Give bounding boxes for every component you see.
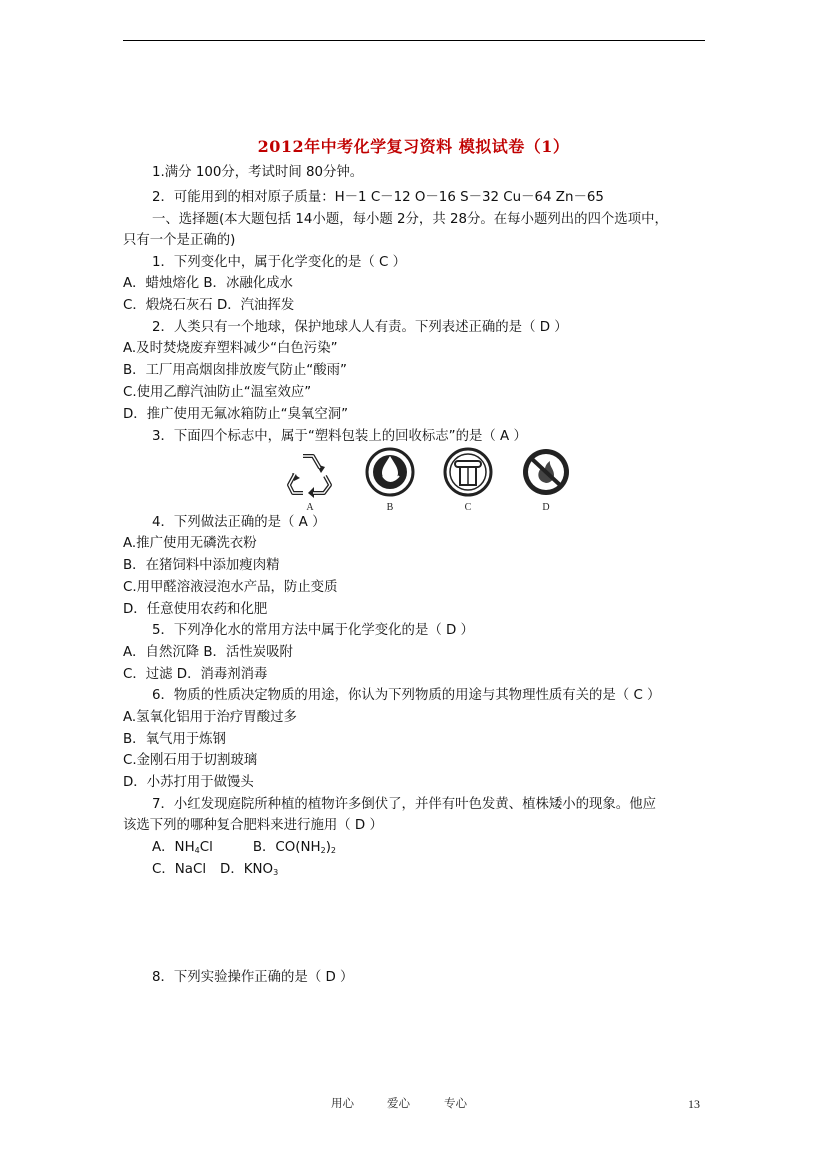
section-heading-cont: 只有一个是正确的) — [123, 233, 236, 248]
faucet-icon — [441, 446, 495, 516]
q7-option-d: D．$KNO_3$ — [220, 862, 279, 877]
q7-stem-cont: 该选下列的哪种复合肥料来进行施用（ D ） — [123, 818, 383, 833]
section-heading: 一、选择题(本大题包括 14小题，每小题 2分，共 28分。在每小题列出的四个选项中， — [152, 212, 668, 227]
q7-option-a: A．$NH_4Cl$ — [152, 840, 213, 855]
q4-option-a: A.推广使用无磷洗衣粉 — [123, 536, 257, 551]
q4-option-d: D．任意使用农药和化肥 — [123, 602, 268, 617]
q4-stem: 4．下列做法正确的是（ A ） — [152, 515, 326, 530]
q2-option-c: C.使用乙醇汽油防止“温室效应” — [123, 385, 312, 400]
q6-option-d: D．小苏打用于做馒头 — [123, 775, 254, 790]
recycle-icon — [283, 446, 337, 516]
q2-option-a: A.及时焚烧废弃塑料减少“白色污染” — [123, 341, 338, 356]
no-fire-icon — [519, 446, 573, 516]
q7-stem: 7．小红发现庭院所种植的植物许多倒伏了，并伴有叶色发黄、植株矮小的现象。他应 — [152, 797, 656, 812]
header-rule — [123, 40, 705, 41]
q7-options-ab — [152, 839, 336, 860]
q6-option-c: C.金刚石用于切割玻璃 — [123, 753, 258, 768]
q1-options-cd: C．煅烧石灰石 D．汽油挥发 — [123, 298, 295, 313]
q1-options-ab: A．蜡烛熔化 B．冰融化成水 — [123, 276, 293, 291]
q2-stem: 2．人类只有一个地球，保护地球人人有责。下列表述正确的是（ D ） — [152, 320, 568, 335]
page-number: 13 — [688, 1097, 700, 1111]
q5-stem: 5．下列净化水的常用方法中属于化学变化的是（ D ） — [152, 623, 474, 638]
q8-stem: 8．下列实验操作正确的是（ D ） — [152, 970, 354, 985]
footer-item-3: 专心 — [444, 1096, 467, 1110]
footer-item-1: 用心 — [331, 1096, 354, 1110]
q2-option-d: D．推广使用无氟冰箱防止“臭氧空洞” — [123, 407, 349, 422]
q2-option-b: B．工厂用高烟囱排放废气防止“酸雨” — [123, 363, 347, 378]
q3-symbol-row — [283, 446, 579, 516]
q4-option-c: C.用甲醛溶液浸泡水产品，防止变质 — [123, 580, 338, 595]
q5-options-ab: A．自然沉降 B．活性炭吸附 — [123, 645, 293, 660]
page-title: 2012年中考化学复习资料 模拟试卷（1） — [257, 137, 570, 156]
q7-option-b: B．$CO(NH_2)_2$ — [252, 840, 337, 855]
q7-options-cd — [152, 861, 278, 882]
footer-item-2: 爱心 — [387, 1096, 410, 1110]
q6-option-a: A.氢氧化铝用于治疗胃酸过多 — [123, 710, 297, 725]
symbol-label-d: D — [542, 502, 550, 513]
q4-option-b: B．在猪饲料中添加瘦肉精 — [123, 558, 280, 573]
q6-option-b: B．氧气用于炼钢 — [123, 732, 226, 747]
q6-stem: 6．物质的性质决定物质的用途，你认为下列物质的用途与其物理性质有关的是（ C ） — [152, 688, 661, 703]
symbol-label-a: A — [306, 502, 314, 513]
q7-option-c: C．NaCl — [152, 862, 207, 877]
symbol-label-c: C — [464, 502, 472, 513]
intro-line-1: 1.满分 100分，考试时间 80分钟。 — [152, 165, 364, 180]
q1-stem: 1．下列变化中，属于化学变化的是（ C ） — [152, 255, 407, 270]
q5-options-cd: C．过滤 D．消毒剂消毒 — [123, 667, 268, 682]
symbol-label-b: B — [386, 502, 394, 513]
intro-line-2: 2．可能用到的相对原子质量：H－1 C－12 O－16 S－32 Cu－64 Zn－65 — [152, 190, 604, 205]
water-drop-icon — [363, 446, 417, 516]
q3-stem: 3．下面四个标志中，属于“塑料包装上的回收标志”的是（ A ） — [152, 429, 527, 444]
